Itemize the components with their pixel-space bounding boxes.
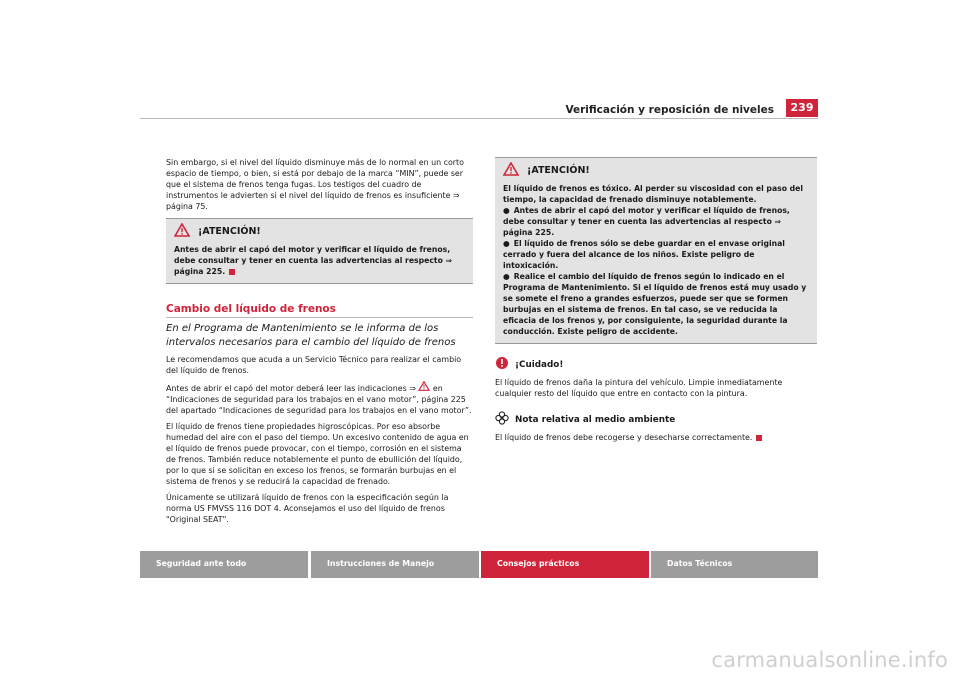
- end-mark-icon: [756, 435, 762, 441]
- warning-triangle-icon: [418, 384, 430, 393]
- paragraph-hygroscopic: El líquido de frenos tiene propiedades higroscópicas. Por eso absorbe humedad del aire con el paso del tiempo. Un excesivo contenido de agua en el líquido de frenos puede provocar, con el tiempo, corrosión en el sistema de frenos. También reduce notablemente el punto de ebullición del líquido, por lo que si se solicitan en exceso los frenos, se formarán burbujas en el sistema de frenos y se reducirá la capacidad de frenado.: [166, 422, 469, 486]
- right-column: [495, 157, 817, 448]
- footer-tab-datos[interactable]: Datos Técnicos: [651, 551, 818, 578]
- paragraph-specification: Únicamente se utilizará líquido de frenos con la especificación según la norma US FMVSS 116 DOT 4. Aconsejamos el uso del líquido de frenos "Original SEAT".: [166, 493, 449, 524]
- end-mark-icon: [229, 269, 235, 275]
- warning-triangle-icon: [174, 223, 190, 240]
- intro-paragraph: Sin embargo, si el nivel del líquido disminuye más de lo normal en un corto espacio de tiempo, o bien, si está por debajo de la marca “MIN”, puede ser que el sistema de frenos tenga fugas. Los testigos del cuadro de instrumentos le advierten si el nivel del líquido de frenos es insuficiente ⇒ página 75.: [166, 158, 464, 211]
- footer-tab-instrucciones[interactable]: Instrucciones de Manejo: [311, 551, 479, 578]
- environment-heading: Nota relativa al medio ambiente: [495, 411, 817, 429]
- flower-icon: [495, 411, 509, 429]
- warning-text: Antes de abrir el capó del motor y verificar el líquido de frenos, debe consultar y tener en cuenta las advertencias al respecto ⇒ página 225.: [174, 245, 452, 276]
- warning-title: ¡ATENCIÓN!: [527, 165, 590, 176]
- caution-text: El líquido de frenos daña la pintura del vehículo. Limpie inmediatamente cualquier resto del líquido que entre en contacto con la pintura.: [495, 378, 783, 398]
- paragraph-recommendation: Le recomendamos que acuda a un Servicio Técnico para realizar el cambio del líquido de frenos.: [166, 355, 462, 375]
- caution-heading: ¡Cuidado!: [495, 356, 817, 374]
- watermark: carmanualsonline.info: [711, 648, 948, 672]
- section-title: Cambio del líquido de frenos: [166, 304, 473, 318]
- page-header-title: Verificación y reposición de niveles: [565, 104, 774, 116]
- left-column: [166, 157, 473, 530]
- page-number: 239: [786, 99, 818, 117]
- paragraph-indications: Antes de abrir el capó del motor deberá leer las indicaciones ⇒ en “Indicaciones de seguridad para los trabajos en el vano motor”, página 225 del apartado “Indicaciones de seguridad para los trabajos en el vano motor”.: [166, 381, 473, 416]
- caution-icon: [495, 356, 509, 374]
- warning-box: [166, 218, 473, 284]
- warning-box-right: [495, 157, 817, 344]
- warning-intro: El líquido de frenos es tóxico. Al perder su viscosidad con el paso del tiempo, la capacidad de frenado disminuye notablemente.: [503, 184, 804, 204]
- footer-tab-consejos[interactable]: Consejos prácticos: [481, 551, 649, 578]
- warning-bullet: ● Realice el cambio del líquido de frenos según lo indicado en el Programa de Mantenimiento. Si el líquido de frenos está muy usado y se somete el freno a grandes esfuerzos, puede ser que se formen burbujas en el sistema de frenos. En tal caso, se ve reducida la eficacia de los frenos y, por consiguiente, la seguridad durante la conducción. Existe peligro de accidente.: [503, 272, 807, 336]
- warning-bullet: ● El líquido de frenos sólo se debe guardar en el envase original cerrado y fuera del alcance de los niños. Existe peligro de intoxicación.: [503, 239, 785, 270]
- warning-triangle-icon: [503, 162, 519, 179]
- warning-bullet: ● Antes de abrir el capó del motor y verificar el líquido de frenos, debe consultar y tener en cuenta las advertencias al respecto ⇒ página 225.: [503, 206, 790, 237]
- warning-title: ¡ATENCIÓN!: [198, 226, 261, 237]
- header-rule: [140, 118, 818, 119]
- section-subtitle: En el Programa de Mantenimiento se le informa de los intervalos necesarios para el cambio del líquido de frenos: [166, 323, 456, 348]
- environment-text: El líquido de frenos debe recogerse y desecharse correctamente.: [495, 432, 817, 443]
- footer-tab-seguridad[interactable]: Seguridad ante todo: [140, 551, 308, 578]
